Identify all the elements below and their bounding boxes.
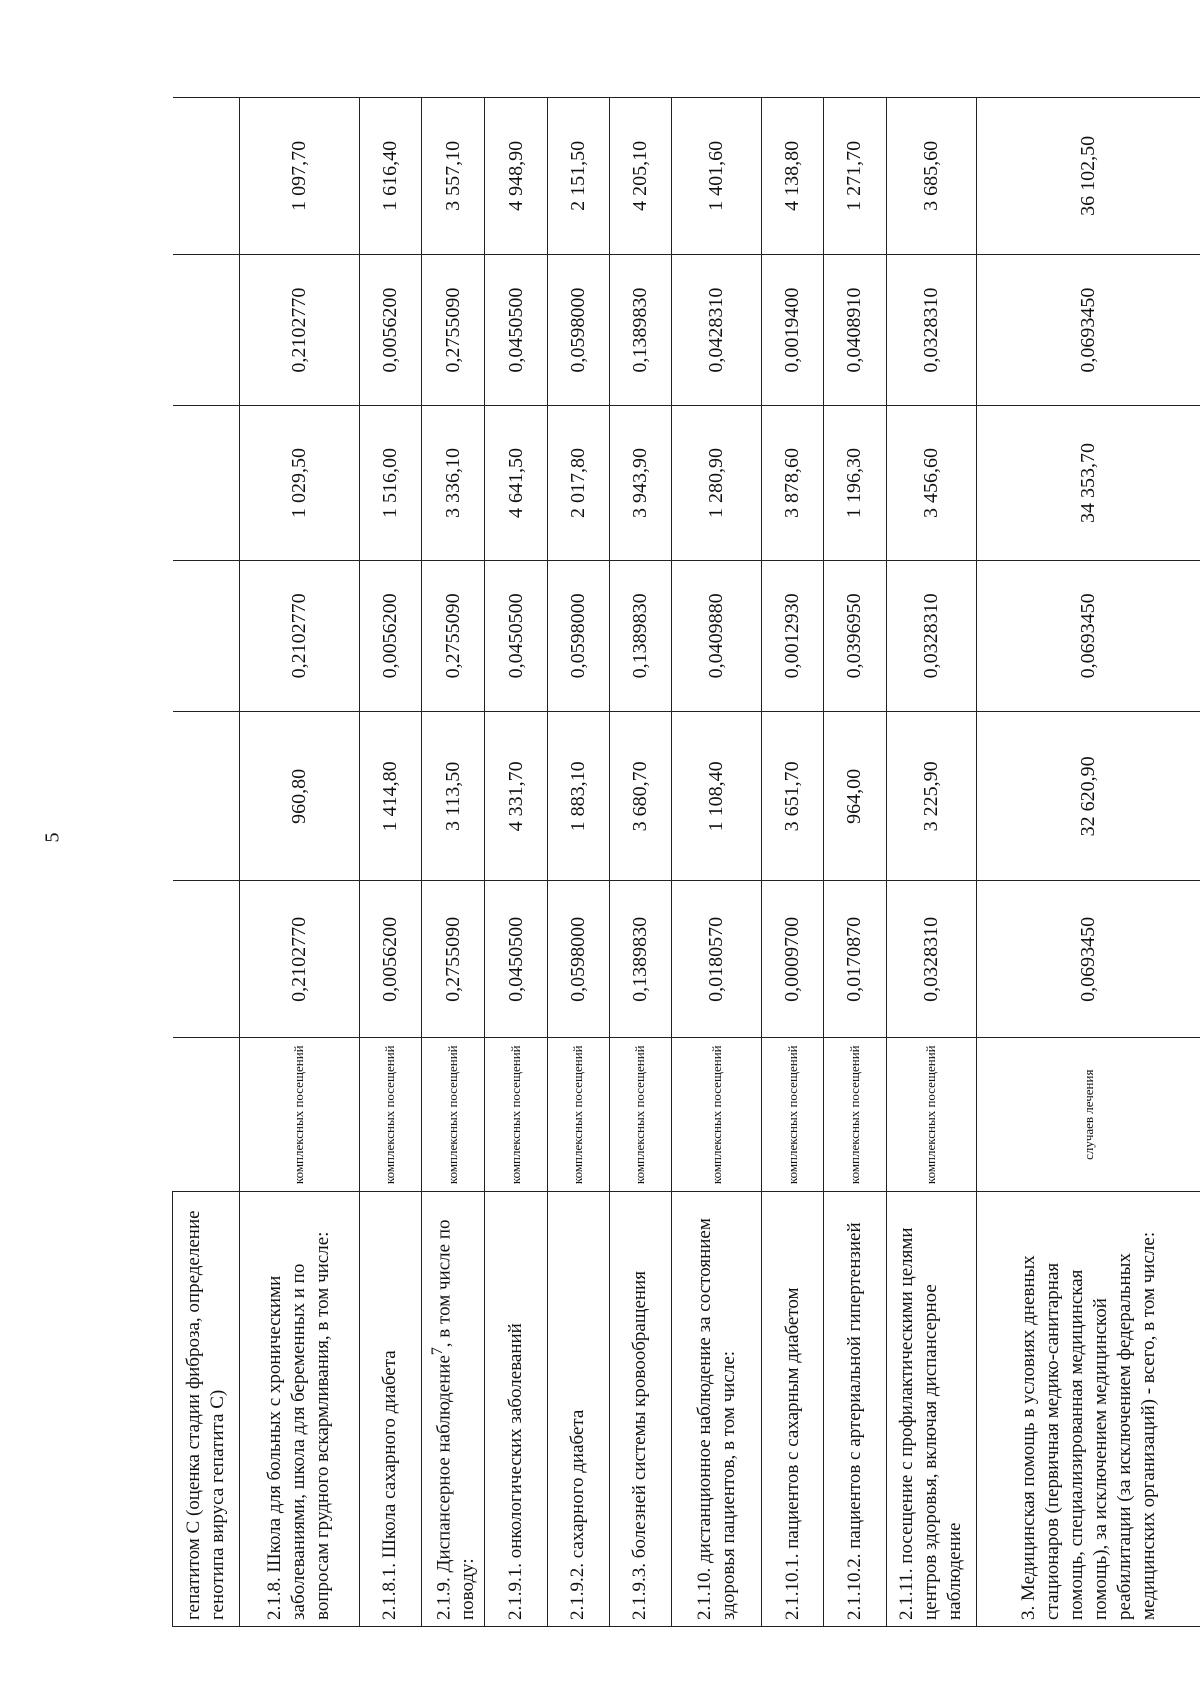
row-value-6 bbox=[173, 98, 240, 255]
table-row bbox=[762, 98, 824, 1627]
row-value-1: 0,0450500 bbox=[485, 881, 547, 1038]
row-value-1: 0,0009700 bbox=[762, 881, 824, 1038]
table-row bbox=[173, 98, 240, 1627]
row-value-2: 32 620,90 bbox=[976, 712, 1200, 881]
row-unit bbox=[173, 1038, 240, 1192]
row-value-3: 0,1389830 bbox=[609, 560, 671, 712]
row-value-5: 0,0598000 bbox=[547, 254, 609, 406]
row-value-3: 0,0693450 bbox=[976, 560, 1200, 712]
row-value-5: 0,0408910 bbox=[824, 254, 886, 406]
row-value-1 bbox=[173, 881, 240, 1038]
row-value-1: 0,0693450 bbox=[976, 881, 1200, 1038]
row-unit: комплексных посещений bbox=[485, 1038, 547, 1192]
row-value-3: 0,2102770 bbox=[239, 560, 359, 712]
row-unit: комплексных посещений bbox=[672, 1038, 762, 1192]
row-value-4: 3 336,10 bbox=[421, 406, 485, 560]
row-value-5: 0,0450500 bbox=[485, 254, 547, 406]
row-unit: комплексных посещений bbox=[886, 1038, 976, 1192]
row-value-3: 0,0450500 bbox=[485, 560, 547, 712]
table-row bbox=[239, 98, 359, 1627]
row-value-6: 4 948,90 bbox=[485, 98, 547, 255]
row-value-6: 3 685,60 bbox=[886, 98, 976, 255]
row-name bbox=[421, 1192, 485, 1627]
rotated-table-wrapper bbox=[172, 97, 1200, 1627]
row-name: 2.1.8.1. Школа сахарного диабета bbox=[359, 1192, 421, 1627]
row-value-6: 1 097,70 bbox=[239, 98, 359, 255]
row-value-1: 0,0180570 bbox=[672, 881, 762, 1038]
row-name: 2.1.10.1. пациентов с сахарным диабетом bbox=[762, 1192, 824, 1627]
row-value-1: 0,0056200 bbox=[359, 881, 421, 1038]
row-name-tail: , в том числе по поводу: bbox=[433, 1219, 479, 1620]
row-value-6: 1 271,70 bbox=[824, 98, 886, 255]
table-row bbox=[421, 98, 485, 1627]
row-value-3: 0,2755090 bbox=[421, 560, 485, 712]
row-unit: комплексных посещений bbox=[824, 1038, 886, 1192]
row-value-1: 0,0170870 bbox=[824, 881, 886, 1038]
row-value-1: 0,1389830 bbox=[609, 881, 671, 1038]
row-name: 2.1.9.3. болезней системы кровообращения bbox=[609, 1192, 671, 1627]
table-row bbox=[672, 98, 762, 1627]
row-value-2: 3 225,90 bbox=[886, 712, 976, 881]
row-value-3: 0,0409880 bbox=[672, 560, 762, 712]
row-value-5: 0,0328310 bbox=[886, 254, 976, 406]
row-unit: комплексных посещений bbox=[359, 1038, 421, 1192]
row-value-1: 0,0598000 bbox=[547, 881, 609, 1038]
table-row bbox=[886, 98, 976, 1627]
row-value-4: 3 456,60 bbox=[886, 406, 976, 560]
row-value-5 bbox=[173, 254, 240, 406]
row-unit: комплексных посещений bbox=[762, 1038, 824, 1192]
row-value-6: 1 616,40 bbox=[359, 98, 421, 255]
row-value-5: 0,1389830 bbox=[609, 254, 671, 406]
row-name: 2.1.10. дистанционное наблюдение за состоянием здоровья пациентов, в том числе: bbox=[672, 1192, 762, 1627]
row-value-2: 964,00 bbox=[824, 712, 886, 881]
row-value-3: 0,0396950 bbox=[824, 560, 886, 712]
row-value-2: 960,80 bbox=[239, 712, 359, 881]
tariff-table bbox=[172, 97, 1200, 1627]
row-value-2: 1 108,40 bbox=[672, 712, 762, 881]
row-value-5: 0,2102770 bbox=[239, 254, 359, 406]
row-value-5: 0,0019400 bbox=[762, 254, 824, 406]
row-unit: комплексных посещений bbox=[609, 1038, 671, 1192]
row-value-5: 0,0428310 bbox=[672, 254, 762, 406]
row-value-2: 4 331,70 bbox=[485, 712, 547, 881]
row-value-4: 1 196,30 bbox=[824, 406, 886, 560]
row-value-2: 1 883,10 bbox=[547, 712, 609, 881]
table-row bbox=[824, 98, 886, 1627]
row-value-1: 0,0328310 bbox=[886, 881, 976, 1038]
row-value-3: 0,0056200 bbox=[359, 560, 421, 712]
table-row bbox=[976, 98, 1200, 1627]
row-value-3: 0,0328310 bbox=[886, 560, 976, 712]
row-name: 3. Медицинская помощь в условиях дневных стационаров (первичная медико-санитарная помощь, специализированная медицинская помощь), за исключением медицинской реабилитации (за исключением федеральных медицинских организаций) - всего, в том числе: bbox=[976, 1192, 1200, 1627]
page-number: 5 bbox=[41, 832, 64, 843]
row-name: 2.1.9.1. онкологических заболеваний bbox=[485, 1192, 547, 1627]
row-value-5: 0,0056200 bbox=[359, 254, 421, 406]
row-value-4: 3 878,60 bbox=[762, 406, 824, 560]
row-value-2: 3 113,50 bbox=[421, 712, 485, 881]
table-row bbox=[485, 98, 547, 1627]
row-value-4: 1 516,00 bbox=[359, 406, 421, 560]
row-name-text: 2.1.9. Диспансерное наблюдение bbox=[433, 1355, 455, 1620]
row-value-4 bbox=[173, 406, 240, 560]
row-value-6: 4 205,10 bbox=[609, 98, 671, 255]
row-value-1: 0,2102770 bbox=[239, 881, 359, 1038]
row-unit: комплексных посещений bbox=[547, 1038, 609, 1192]
row-value-6: 36 102,50 bbox=[976, 98, 1200, 255]
row-value-4: 1 029,50 bbox=[239, 406, 359, 560]
row-name: 2.1.10.2. пациентов с артериальной гипертензией bbox=[824, 1192, 886, 1627]
row-value-4: 3 943,90 bbox=[609, 406, 671, 560]
row-value-6: 3 557,10 bbox=[421, 98, 485, 255]
row-value-4: 4 641,50 bbox=[485, 406, 547, 560]
row-value-3: 0,0598000 bbox=[547, 560, 609, 712]
row-unit: комплексных посещений bbox=[239, 1038, 359, 1192]
row-value-2: 3 651,70 bbox=[762, 712, 824, 881]
row-value-4: 2 017,80 bbox=[547, 406, 609, 560]
row-name: 2.1.11. посещение с профилактическими целями центров здоровья, включая диспансерное наблюдение bbox=[886, 1192, 976, 1627]
row-value-3 bbox=[173, 560, 240, 712]
table-row bbox=[547, 98, 609, 1627]
row-value-5: 0,0693450 bbox=[976, 254, 1200, 406]
row-value-3: 0,0012930 bbox=[762, 560, 824, 712]
row-unit: комплексных посещений bbox=[421, 1038, 485, 1192]
row-name: 2.1.8. Школа для больных с хроническими заболеваниями, школа для беременных и по вопросам грудного вскармливания, в том числе: bbox=[239, 1192, 359, 1627]
row-value-4: 34 353,70 bbox=[976, 406, 1200, 560]
row-value-2 bbox=[173, 712, 240, 881]
row-value-4: 1 280,90 bbox=[672, 406, 762, 560]
row-value-2: 1 414,80 bbox=[359, 712, 421, 881]
row-value-6: 4 138,80 bbox=[762, 98, 824, 255]
row-value-6: 1 401,60 bbox=[672, 98, 762, 255]
row-value-1: 0,2755090 bbox=[421, 881, 485, 1038]
table-row bbox=[359, 98, 421, 1627]
row-name: 2.1.9.2. сахарного диабета bbox=[547, 1192, 609, 1627]
row-unit: случаев лечения bbox=[976, 1038, 1200, 1192]
row-name: гепатитом С (оценка стадии фиброза, определение генотипа вируса гепатита С) bbox=[173, 1192, 240, 1627]
row-value-6: 2 151,50 bbox=[547, 98, 609, 255]
row-value-5: 0,2755090 bbox=[421, 254, 485, 406]
table-row bbox=[609, 98, 671, 1627]
row-value-2: 3 680,70 bbox=[609, 712, 671, 881]
footnote-mark: 7 bbox=[428, 1347, 446, 1356]
